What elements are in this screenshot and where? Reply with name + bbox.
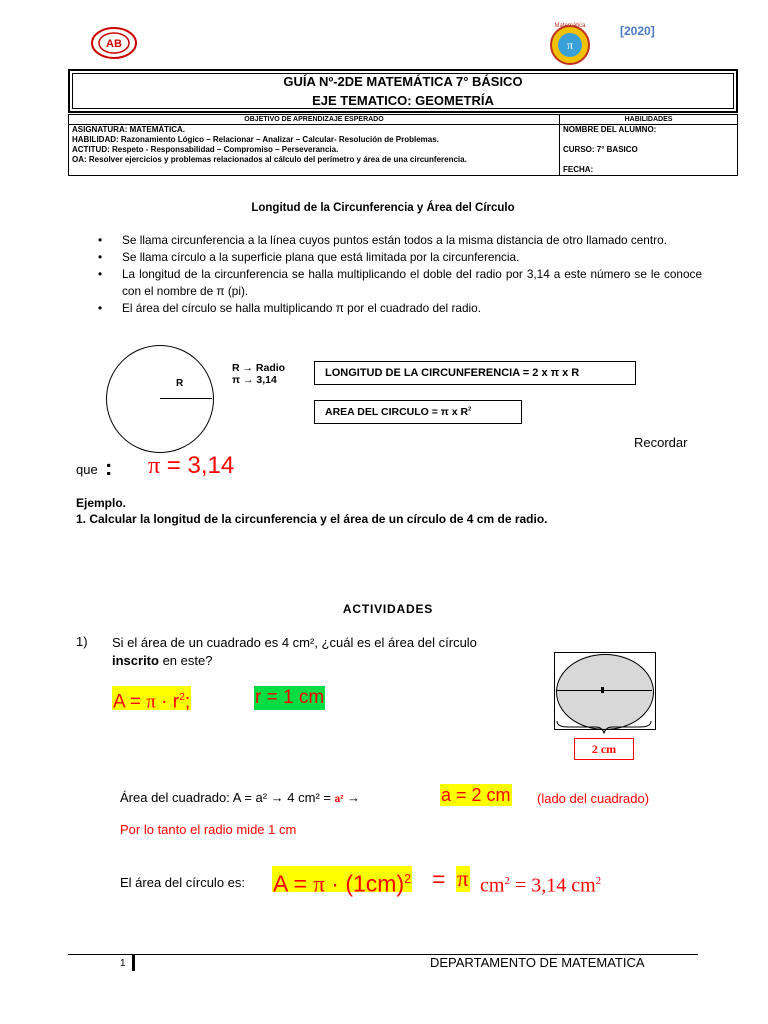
f1-a: A =: [113, 691, 147, 713]
arrow: →: [343, 790, 361, 805]
math-logo: [547, 20, 593, 66]
recordar-label: Recordar: [634, 435, 688, 450]
fa-sup: 2: [404, 872, 412, 886]
habilidad-line: HABILIDAD: Razonamiento Lógico – Relacionar – Analizar – Calcular- Resolución de Problemas.: [72, 135, 439, 144]
fa-pi: π: [313, 871, 325, 897]
question-text-a: Si el área de un cuadrado es 4 cm², ¿cuál es el área del círculo: [112, 635, 477, 650]
radius-label: R: [176, 378, 184, 389]
center-mark: [601, 687, 604, 693]
guide-subtitle: EJE TEMATICO: GEOMETRÍA: [312, 93, 494, 108]
f1-pi: π: [146, 691, 156, 713]
definitions-list: [96, 232, 702, 317]
square-area-line: [120, 790, 360, 805]
actitud-line: ACTITUD: Respeto - Responsabilidad – Compromiso – Perseverancia.: [72, 145, 339, 154]
math-logo-text: Matemática: [554, 23, 586, 29]
svg-text:π: π: [566, 38, 574, 52]
year-label: [2020]: [620, 24, 655, 38]
frest-b: = 3,14 cm: [509, 874, 596, 897]
course-label: CURSO: 7° BASICO: [563, 145, 638, 154]
frest-a: cm: [480, 874, 505, 897]
legend-radius: R → Radio: [232, 362, 286, 374]
area-formula: AREA DEL CIRCULO = π x $R^2$: [314, 400, 522, 424]
circle-area-result: [480, 868, 601, 899]
list-item: • Se llama círculo a la superficie plana que está limitada por la circunferencia.: [96, 249, 702, 266]
circle-area-formula: [272, 866, 412, 897]
radius-line: [160, 398, 212, 399]
symbol-legend: [232, 362, 285, 386]
oa-line: OA: Resolver ejercicios y problemas relacionados al cálculo del perímetro y área de una circunferencia.: [72, 155, 467, 164]
frest-sup2: 2: [595, 875, 602, 887]
example-label: Ejemplo.: [76, 496, 127, 510]
equals-sign: =: [432, 866, 446, 892]
pi-number: = 3,14: [160, 452, 235, 479]
inscribed-circle: [556, 654, 654, 730]
side-note: (lado del cuadrado): [537, 791, 650, 806]
question-text-b: en este?: [158, 653, 213, 668]
frest-sup1: 2: [504, 875, 510, 887]
circle-area-label: El área del círculo es:: [120, 875, 246, 890]
brace-icon: [556, 720, 652, 734]
student-cell: [560, 125, 738, 176]
objectives-cell: [69, 125, 560, 176]
skills-header: HABILIDADES: [560, 115, 738, 125]
area-formula-text: AREA DEL CIRCULO = π x R: [325, 406, 469, 418]
question-number: 1): [76, 634, 88, 649]
radius-conclusion: Por lo tanto el radio mide 1 cm: [120, 822, 297, 837]
f1-sup: 2: [179, 692, 185, 703]
list-item: • Se llama circunferencia a la línea cuyos puntos están todos a la misma distancia de otro llamado centro.: [96, 232, 702, 249]
asignatura-line: ASIGNATURA: MATEMÁTICA.: [72, 125, 186, 134]
page-number: 1: [120, 958, 126, 969]
guide-title: GUÍA Nº-2DE MATEMÁTICA 7° BÁSICO: [283, 74, 523, 89]
list-item: • La longitud de la circunferencia se halla multiplicando el doble del radio por 3,14 a este número se le conoce con el nombre de π (pi).: [96, 266, 702, 300]
f1-b: · r: [155, 691, 180, 713]
question-text: [112, 634, 562, 670]
figure-label: 2 cm: [574, 738, 634, 760]
circle-diagram: [106, 345, 214, 453]
objectives-table: [68, 114, 738, 176]
page-bar: [132, 955, 135, 971]
square-area-red: a²: [334, 794, 344, 805]
que-label: que: [76, 462, 98, 477]
school-logo-text: AB: [106, 38, 122, 50]
school-logo: [90, 26, 138, 60]
student-name-label: NOMBRE DEL ALUMNO:: [563, 125, 657, 134]
question-bold: inscrito: [112, 653, 159, 668]
example-text: 1. Calcular la longitud de la circunferencia y el área de un círculo de 4 cm de radio.: [76, 512, 548, 526]
pi-symbol: π: [148, 453, 161, 479]
fa-b: · (1cm): [324, 870, 405, 897]
square-area-text: Área del cuadrado: A = a² → 4 cm² =: [120, 790, 335, 805]
radius-highlight: r = 1 cm: [255, 687, 325, 708]
legend-pi: π → 3,14: [232, 374, 277, 386]
pi-highlight: π: [457, 866, 469, 891]
side-value-highlight: a = 2 cm: [441, 785, 511, 805]
area-formula-highlight: [112, 686, 191, 713]
department-label: DEPARTAMENTO DE MATEMATICA: [430, 955, 645, 970]
date-label: FECHA:: [563, 165, 594, 174]
colon: :: [105, 455, 113, 480]
pi-value: [148, 452, 234, 480]
f1-c: ;: [184, 691, 191, 713]
diameter-line: [556, 690, 652, 691]
objectives-header: OBJETIVO DE APRENDIZAJE ESPERADO: [69, 115, 560, 125]
activities-title: ACTIVIDADES: [342, 602, 434, 616]
fa-a: A =: [273, 870, 314, 897]
circumference-formula: LONGITUD DE LA CIRCUNFERENCIA = 2 x π x R: [314, 361, 636, 385]
list-item: • El área del círculo se halla multiplicando π por el cuadrado del radio.: [96, 300, 702, 317]
section-title: Longitud de la Circunferencia y Área del Círculo: [251, 202, 515, 214]
